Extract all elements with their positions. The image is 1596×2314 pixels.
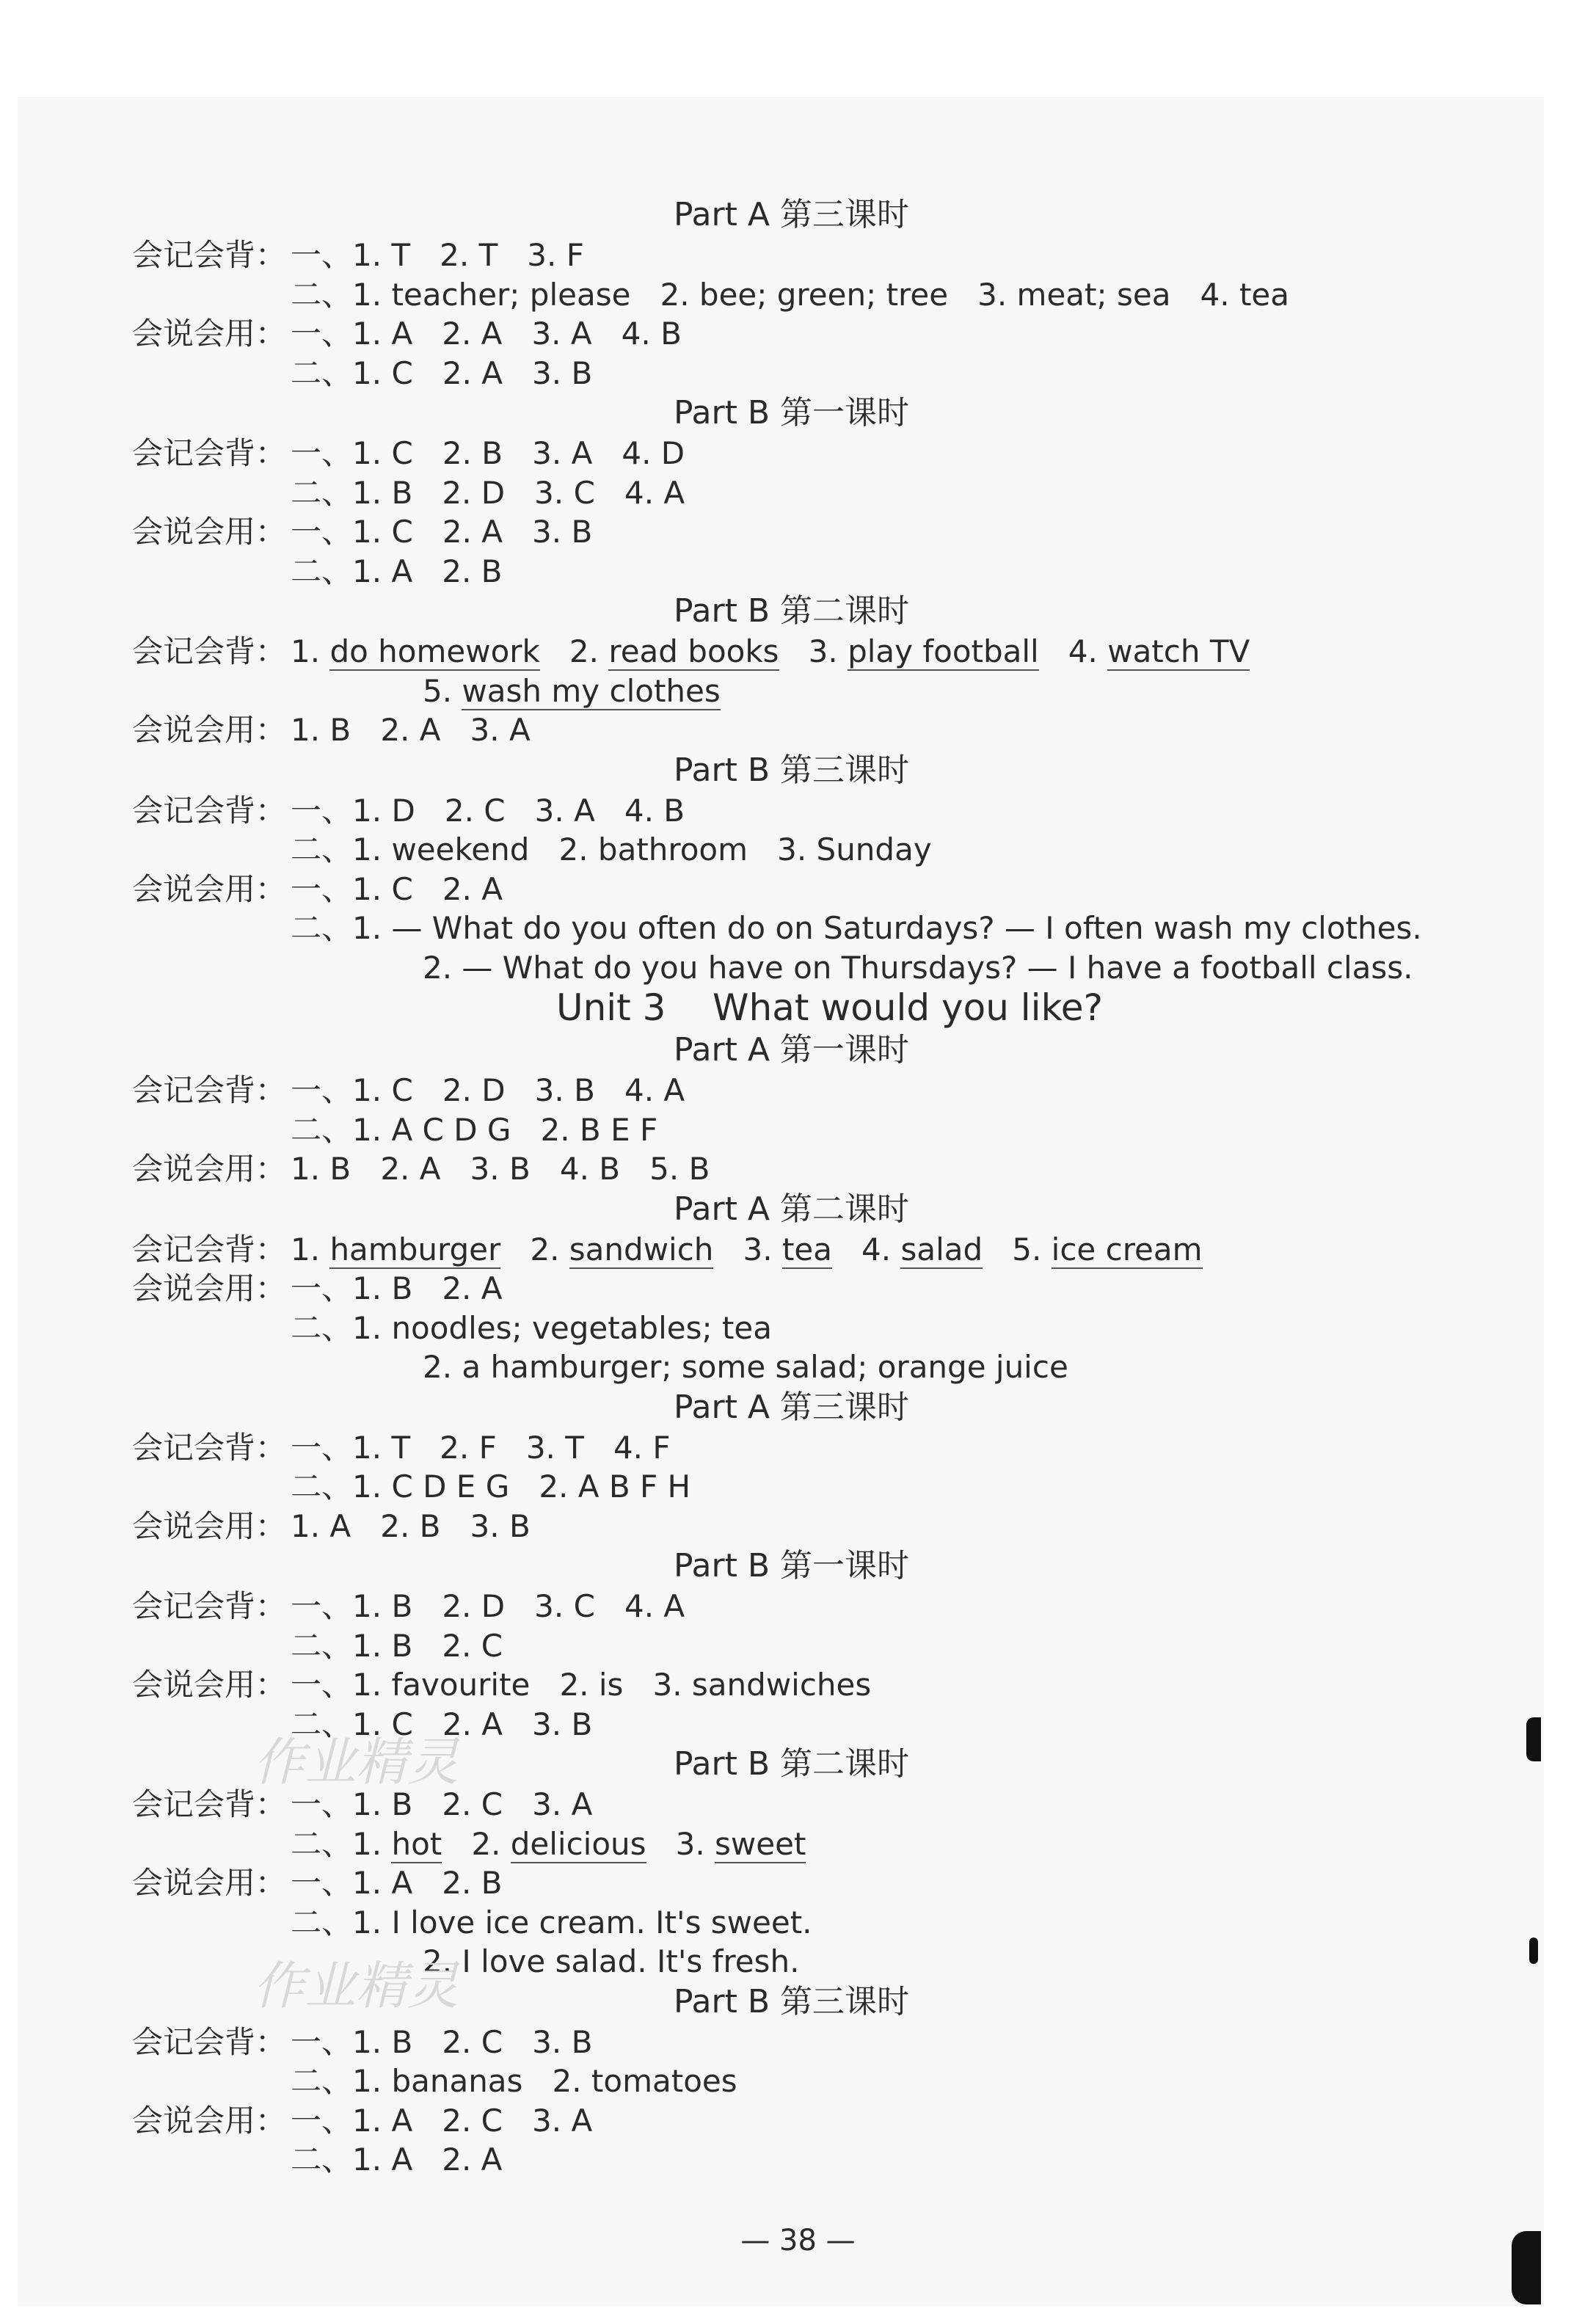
answer-item: 3. A (531, 316, 592, 352)
answer-line (132, 870, 503, 909)
answer-item: 1. C (352, 870, 413, 907)
scan-edge-mark (1529, 1938, 1538, 1964)
answer-line (132, 1507, 531, 1546)
answer-item: 1. favourite (352, 1667, 531, 1703)
answer-item: 1. I love ice cream. It's sweet. (352, 1904, 812, 1940)
scan-edge-mark (1526, 1717, 1541, 1761)
answer-line (132, 1269, 502, 1309)
answer-item: 2. A (380, 1151, 441, 1187)
answer-line (132, 1071, 685, 1110)
answer-line (423, 672, 721, 711)
answer-line (132, 2023, 592, 2062)
section-heading: Part B 第二课时 (674, 592, 910, 630)
line-prefix: 二、 (291, 1309, 353, 1346)
line-label: 会说会用： (132, 316, 287, 352)
watermark-text: 作业精灵 (253, 1956, 459, 2016)
line-prefix: 二、 (291, 553, 353, 589)
answer-item: 1. B (352, 1270, 413, 1306)
answer-number: 2. (530, 1231, 560, 1267)
answer-word: sweet (715, 1825, 806, 1862)
answer-item: 2. C (442, 2023, 503, 2060)
answer-number: 5. (1012, 1231, 1042, 1267)
line-prefix: 一、 (291, 237, 353, 273)
answer-item: 4. B (624, 792, 685, 829)
answer-item: 3. B (532, 514, 593, 550)
answer-item: 1. A (291, 1507, 351, 1544)
answer-number: 4. (1068, 633, 1098, 669)
answer-item: 2. D (442, 474, 506, 511)
answer-line (132, 791, 685, 831)
answer-item: 1. B (352, 1588, 413, 1624)
answer-item: 3. A (532, 435, 593, 471)
answer-item: 2. is (559, 1667, 624, 1703)
answer-item: 1. C (352, 1706, 413, 1742)
answer-item: 3. A (534, 792, 595, 829)
line-prefix: 二、 (291, 910, 353, 946)
answer-item: 3. A (470, 712, 531, 748)
answer-line (132, 1110, 657, 1150)
answer-line (132, 354, 592, 393)
answer-item: 1. C (352, 435, 413, 471)
answer-item: 4. A (624, 1072, 685, 1108)
line-prefix: 二、 (291, 354, 353, 391)
answer-item: 3. Sunday (777, 832, 932, 867)
answer-item: 1. B (352, 1786, 413, 1822)
line-label: 会记会背： (132, 1588, 287, 1624)
line-prefix: 一、 (291, 792, 353, 829)
answer-word: play football (848, 633, 1039, 669)
answer-number: 1. (291, 633, 321, 669)
answer-item: 2. D (442, 1072, 506, 1108)
answer-item: 2. B (442, 435, 503, 471)
answer-word: delicious (510, 1825, 646, 1862)
answer-item: 2. B E F (540, 1111, 658, 1148)
answer-item: 1. B (291, 1151, 351, 1187)
line-prefix: 一、 (291, 1667, 353, 1703)
answer-item: 4. tea (1200, 276, 1289, 313)
line-prefix: 二、 (291, 474, 353, 511)
line-prefix: 一、 (291, 1429, 353, 1466)
line-label: 会记会背： (132, 633, 287, 669)
answer-number: 1. (291, 1231, 321, 1267)
answer-item: 3. B (532, 354, 593, 391)
answer-number: 3. (743, 1231, 773, 1267)
line-prefix: 一、 (291, 1865, 353, 1901)
answer-item: 1. A (352, 553, 413, 589)
section-heading: Part B 第一课时 (674, 1547, 910, 1584)
answer-item: 1. bananas (352, 2063, 523, 2099)
answer-item: 2. C (444, 792, 506, 829)
line-prefix: 一、 (291, 514, 353, 550)
line-prefix: 一、 (291, 2102, 353, 2139)
line-prefix: 二、 (291, 832, 353, 867)
answer-number: 4. (861, 1231, 892, 1267)
line-prefix: 二、 (291, 1706, 353, 1742)
answer-item: 3. B (470, 1151, 531, 1187)
answer-item: 4. A (624, 474, 685, 511)
line-label: 会说会用： (132, 514, 287, 550)
answer-item: 1. teacher; please (352, 276, 631, 313)
answer-word: wash my clothes (462, 672, 721, 709)
line-label: 会说会用： (132, 1667, 287, 1703)
scan-edge-mark (1512, 2231, 1541, 2304)
line-label: 会记会背： (132, 1786, 287, 1822)
section-heading: Part A 第二课时 (674, 1190, 909, 1228)
answer-item: 3. T (525, 1429, 584, 1466)
answer-line (132, 1626, 503, 1666)
answer-item: 2. B (442, 553, 503, 589)
answer-number: 5. (423, 672, 453, 709)
answer-item: 3. B (532, 1706, 593, 1742)
answer-item: 1. B (352, 2023, 413, 2060)
page-number: — 38 — (740, 2224, 856, 2257)
line-prefix: 一、 (291, 1786, 353, 1822)
answer-line (132, 1230, 1203, 1270)
answer-word: ice cream (1051, 1231, 1203, 1267)
answer-item: 1. C (352, 1072, 413, 1108)
answer-line (132, 909, 1422, 948)
answer-item: 3. B (534, 1072, 595, 1108)
answer-item: 1. A (352, 1865, 413, 1901)
answer-item: 3. F (527, 237, 584, 273)
answer-item: 1. C D E G (352, 1469, 510, 1505)
line-label: 会记会背： (132, 792, 287, 829)
line-prefix: 二、 (291, 1111, 353, 1148)
section-heading: Part B 第三课时 (674, 1982, 910, 2020)
line-prefix: 一、 (291, 2023, 353, 2060)
answer-line (423, 1942, 799, 1982)
line-label: 会说会用： (132, 1270, 287, 1306)
answer-word: do homework (329, 633, 540, 669)
answer-line (132, 2101, 592, 2141)
line-label: 会说会用： (132, 2102, 287, 2139)
answer-item: 2. A (442, 870, 503, 907)
answer-item: 1. C (352, 514, 413, 550)
answer-line (132, 1309, 772, 1348)
line-prefix: 一、 (291, 435, 353, 471)
answer-item: 1. B (291, 712, 351, 748)
line-prefix: 二、 (291, 1469, 353, 1505)
section-heading: Part B 第一课时 (674, 394, 910, 432)
line-label: 会记会背： (132, 435, 287, 471)
answer-item: 5. B (649, 1151, 710, 1187)
answer-line (132, 275, 1289, 315)
line-label: 会记会背： (132, 1072, 287, 1108)
answer-line (132, 1903, 812, 1943)
line-prefix: 二、 (291, 1904, 353, 1940)
answer-item: 2. A (442, 316, 503, 352)
line-prefix: 二、 (291, 2142, 353, 2177)
answer-number: 1. (352, 1825, 382, 1862)
answer-item: 4. B (621, 316, 682, 352)
answer-item: 4. D (622, 435, 685, 471)
line-prefix: 一、 (291, 1588, 353, 1624)
answer-item: 3. C (534, 1588, 595, 1624)
answer-item: 2. F (440, 1429, 497, 1466)
answer-item: 2. a hamburger; some salad; orange juice (423, 1349, 1068, 1385)
section-heading: Part A 第三课时 (674, 196, 909, 233)
answer-item: 1. — What do you often do on Saturdays? — I often wash my clothes. (352, 910, 1422, 946)
answer-line (132, 473, 685, 513)
answer-line (132, 1467, 690, 1507)
answer-item: 1. A (352, 2142, 413, 2177)
answer-word: salad (900, 1231, 983, 1267)
answer-item: 2. C (442, 2102, 503, 2139)
line-prefix: 二、 (291, 1825, 353, 1862)
answer-item: 4. A (624, 1588, 685, 1624)
answer-item: 3. C (534, 474, 595, 511)
answer-item: 1. noodles; vegetables; tea (352, 1309, 772, 1346)
answer-line (132, 1824, 806, 1864)
answer-item: 1. weekend (352, 832, 530, 867)
section-heading: Part B 第二课时 (674, 1745, 910, 1783)
answer-word: hot (391, 1825, 442, 1862)
line-label: 会说会用： (132, 712, 287, 748)
answer-item: 2. I love salad. It's fresh. (423, 1943, 800, 1979)
answer-item: 1. A (352, 316, 413, 352)
line-label: 会记会背： (132, 1231, 287, 1267)
answer-word: read books (608, 633, 779, 669)
line-prefix: 一、 (291, 1072, 353, 1108)
answer-word: tea (781, 1231, 832, 1267)
section-heading: Part B 第三课时 (674, 751, 910, 789)
answer-line (132, 552, 502, 592)
answer-item: 2. C (442, 1627, 503, 1664)
answer-line (132, 236, 584, 275)
line-label: 会说会用： (132, 870, 287, 907)
line-prefix: 二、 (291, 1627, 353, 1664)
answer-item: 2. A (442, 1270, 503, 1306)
line-prefix: 一、 (291, 1270, 353, 1306)
answer-number: 3. (675, 1825, 705, 1862)
answer-word: sandwich (569, 1231, 714, 1267)
answer-item: 3. B (532, 2023, 593, 2060)
answer-item: 2. B (442, 1865, 503, 1901)
answer-item: 2. tomatoes (552, 2063, 737, 2099)
answer-item: 3. A (532, 2102, 593, 2139)
line-label: 会记会背： (132, 237, 287, 273)
answer-item: 1. A (352, 2102, 413, 2139)
answer-item: 2. C (442, 1786, 503, 1822)
answer-item: 3. A (532, 1786, 593, 1822)
answer-line (132, 314, 682, 354)
answer-item: 1. T (352, 1429, 411, 1466)
answer-item: 2. A (442, 2142, 503, 2177)
answer-line (132, 1149, 710, 1189)
answer-line (132, 2062, 737, 2101)
answer-line (423, 1347, 1068, 1387)
line-label: 会说会用： (132, 1151, 287, 1187)
answer-line (132, 1863, 502, 1903)
answer-item: 2. — What do you have on Thursdays? — I have a football class. (423, 949, 1413, 986)
answer-line (132, 1428, 671, 1468)
answer-item: 2. T (440, 237, 498, 273)
answer-line (423, 948, 1413, 988)
answer-item: 1. D (352, 792, 415, 829)
line-prefix: 二、 (291, 2063, 353, 2099)
answer-item: 3. B (470, 1507, 531, 1544)
answer-item: 1. B (352, 474, 413, 511)
answer-number: 2. (471, 1825, 501, 1862)
line-label: 会说会用： (132, 1865, 287, 1901)
answer-line (132, 830, 932, 870)
answer-line (132, 1665, 871, 1705)
answer-line (132, 512, 592, 552)
answer-line (132, 434, 685, 473)
unit-heading: Unit 3 What would you like? (556, 986, 1104, 1029)
answer-item: 3. sandwiches (652, 1667, 872, 1703)
section-heading: Part A 第三课时 (674, 1388, 909, 1426)
answer-item: 2. bee; green; tree (660, 276, 949, 313)
answer-word: watch TV (1107, 633, 1250, 669)
answer-line (132, 2140, 502, 2180)
line-prefix: 一、 (291, 316, 353, 352)
line-label: 会记会背： (132, 1429, 287, 1466)
answer-item: 1. B (352, 1627, 413, 1664)
answer-item: 2. D (442, 1588, 506, 1624)
answer-number: 2. (569, 633, 599, 669)
line-label: 会记会背： (132, 2023, 287, 2060)
answer-item: 2. A (380, 712, 441, 748)
line-label: 会说会用： (132, 1507, 287, 1544)
answer-item: 2. A B F H (539, 1469, 691, 1505)
answer-line (132, 710, 531, 750)
line-prefix: 二、 (291, 276, 353, 313)
line-prefix: 一、 (291, 870, 353, 907)
answer-word: hamburger (329, 1231, 501, 1267)
answer-item: 2. A (442, 354, 503, 391)
answer-item: 2. A (442, 1706, 503, 1742)
answer-number: 3. (808, 633, 838, 669)
answer-item: 4. F (613, 1429, 671, 1466)
answer-item: 2. B (380, 1507, 441, 1544)
answer-line (132, 632, 1250, 672)
answer-item: 2. A (442, 514, 503, 550)
answer-line (132, 1587, 685, 1626)
watermark-text: 作业精灵 (253, 1732, 459, 1792)
section-heading: Part A 第一课时 (674, 1031, 909, 1069)
answer-item: 3. meat; sea (977, 276, 1171, 313)
answer-item: 1. A C D G (352, 1111, 511, 1148)
answer-item: 1. C (352, 354, 413, 391)
answer-item: 4. B (559, 1151, 621, 1187)
answer-item: 2. bathroom (558, 832, 748, 867)
answer-item: 1. T (352, 237, 411, 273)
